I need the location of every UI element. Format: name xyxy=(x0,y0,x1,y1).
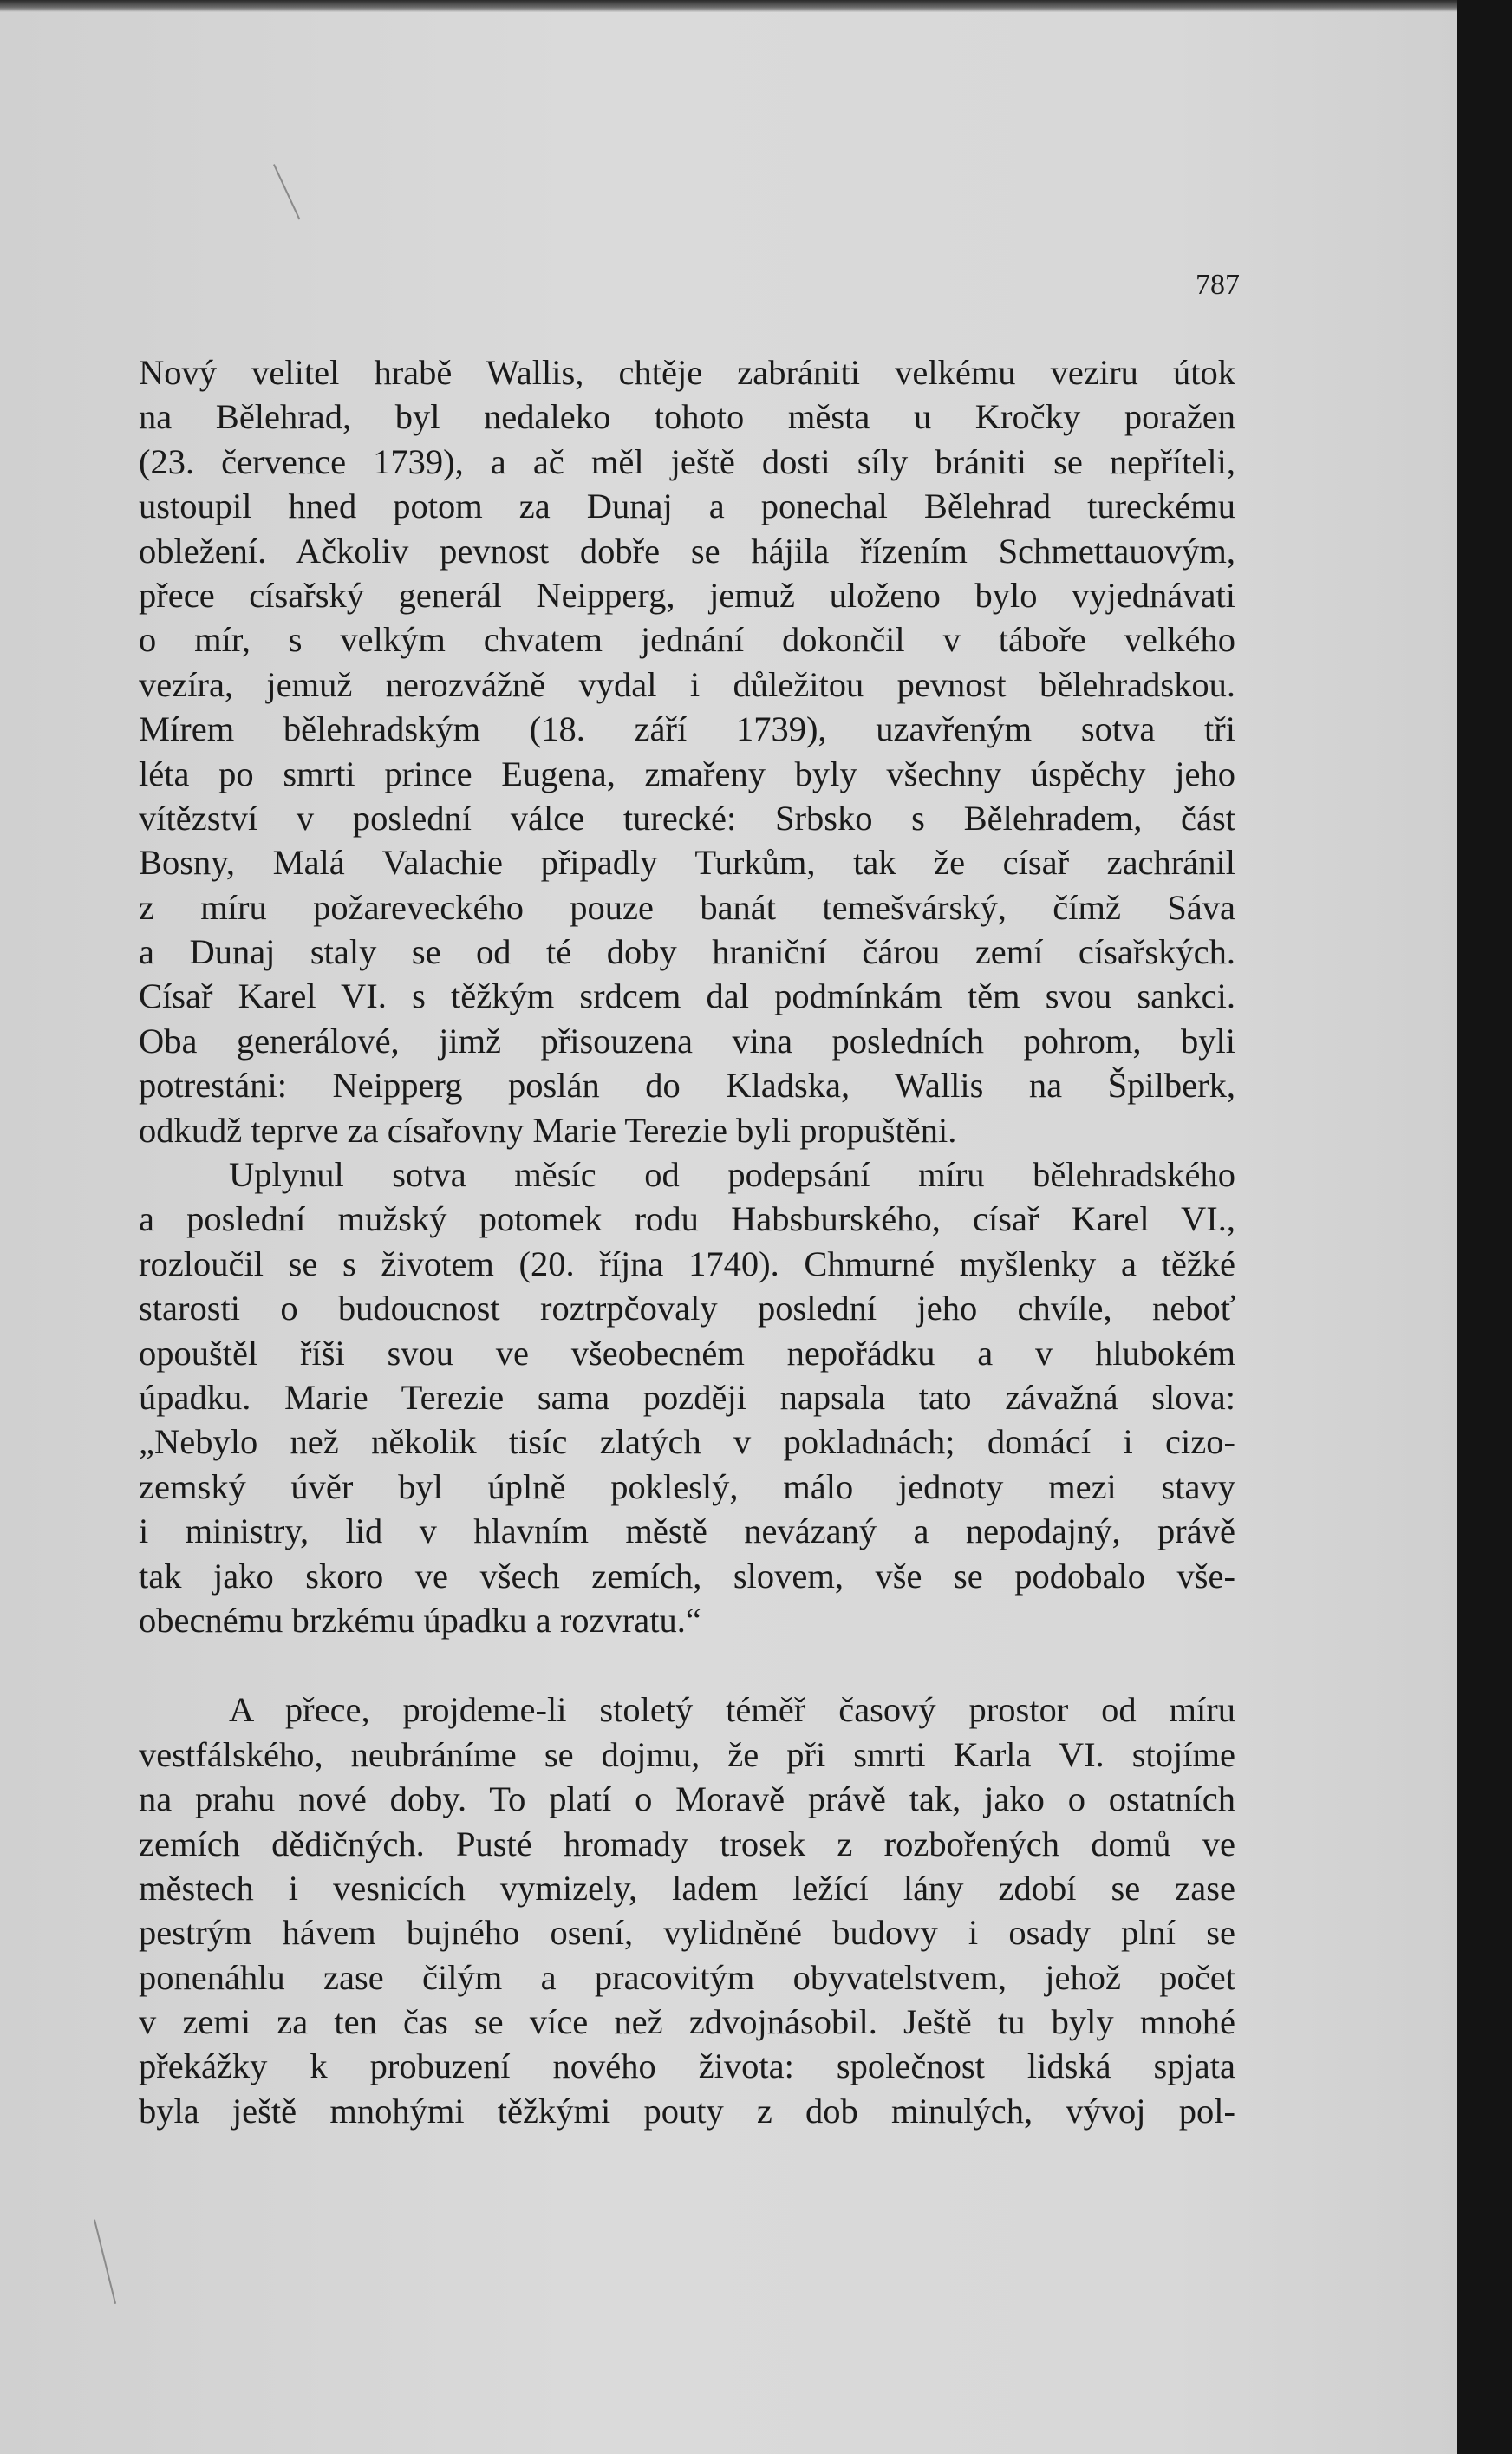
text-line: obecnému brzkému úpadku a rozvratu.“ xyxy=(139,1600,701,1640)
text-line: a Dunaj staly se od té doby hraniční čárou zemí císařských. xyxy=(139,932,1235,972)
text-line: odkudž teprve za císařovny Marie Terezie byli propuštěni. xyxy=(139,1110,957,1150)
text-line: starosti o budoucnost roztrpčovaly poslední jeho chvíle, neboť xyxy=(139,1289,1235,1328)
text-line: a poslední mužský potomek rodu Habsburského, císař Karel VI., xyxy=(139,1199,1235,1239)
text-line: zemský úvěr byl úplně pokleslý, málo jednoty mezi stavy xyxy=(139,1466,1235,1506)
text-line: překážky k probuzení nového života: společnost lidská spjata xyxy=(139,2046,1235,2086)
text-line: ustoupil hned potom za Dunaj a ponechal Bělehrad tureckému xyxy=(139,486,1235,526)
text-line: opouštěl říši svou ve všeobecném nepořádku a v hlubokém xyxy=(139,1333,1235,1373)
text-line: na prahu nové doby. To platí o Moravě právě tak, jako o ostatních xyxy=(139,1779,1235,1819)
scan-top-edge xyxy=(0,0,1457,12)
pencil-mark-top xyxy=(273,164,300,219)
text-line: (23. července 1739), a ač měl ještě dosti síly brániti se nepříteli, xyxy=(139,441,1235,481)
text-line: ponenáhlu zase čilým a pracovitým obyvatelstvem, jehož počet xyxy=(139,1957,1235,1997)
text-line: Mírem bělehradským (18. září 1739), uzavřeným sotva tři xyxy=(139,709,1235,749)
text-line: obležení. Ačkoliv pevnost dobře se hájila řízením Schmettauovým, xyxy=(139,531,1235,571)
text-line: o mír, s velkým chvatem jednání dokončil v táboře velkého xyxy=(139,620,1235,660)
text-line: tak jako skoro ve všech zemích, slovem, vše se podobalo vše- xyxy=(139,1556,1235,1596)
text-line: byla ještě mnohými těžkými pouty z dob minulých, vývoj pol- xyxy=(139,2091,1235,2131)
text-line: přece císařský generál Neipperg, jemuž uloženo bylo vyjednávati xyxy=(139,575,1235,615)
text-line: Císař Karel VI. s těžkým srdcem dal podmínkám těm svou sankci. xyxy=(139,976,1235,1016)
scan-dark-margin xyxy=(1457,0,1512,2454)
text-line: i ministry, lid v hlavním městě nevázaný a nepodajný, právě xyxy=(139,1511,1235,1551)
text-line: z míru požareveckého pouze banát temešvárský, čímž Sáva xyxy=(139,887,1235,927)
text-line: na Bělehrad, byl nedaleko tohoto města u Kročky poražen xyxy=(139,397,1235,437)
page-number: 787 xyxy=(1196,269,1240,301)
text-line: potrestáni: Neipperg poslán do Kladska, Wallis na Špilberk, xyxy=(139,1066,1235,1106)
text-line: Nový velitel hrabě Wallis, chtěje zabrániti velkému veziru útok xyxy=(139,353,1235,392)
text-line: Oba generálové, jimž přisouzena vina posledních pohrom, byli xyxy=(139,1021,1235,1061)
text-line: městech i vesnicích vymizely, ladem ležící lány zdobí se zase xyxy=(139,1868,1235,1908)
text-line: Bosny, Malá Valachie připadly Turkům, tak že císař zachránil xyxy=(139,843,1235,883)
text-line: A přece, projdeme-li stoletý téměř časový prostor od míru xyxy=(229,1690,1235,1730)
text-line: zemích dědičných. Pusté hromady trosek z rozbořených domů ve xyxy=(139,1824,1235,1863)
paragraph-gap xyxy=(139,1642,1235,1687)
text-line: v zemi za ten čas se více než zdvojnásobil. Ještě tu byly mnohé xyxy=(139,2002,1235,2042)
text-line: rozloučil se s životem (20. října 1740). Chmurné myšlenky a těžké xyxy=(139,1243,1235,1283)
body-text xyxy=(139,350,1235,2133)
text-line: vezíra, jemuž nerozvážně vydal i důležitou pevnost bělehradskou. xyxy=(139,664,1235,704)
text-line: úpadku. Marie Terezie sama později napsala tato závažná slova: xyxy=(139,1377,1235,1417)
text-line: „Nebylo než několik tisíc zlatých v pokladnách; domácí i cizo- xyxy=(139,1422,1235,1462)
text-line: vítězství v poslední válce turecké: Srbsko s Bělehradem, část xyxy=(139,798,1235,838)
text-line: Uplynul sotva měsíc od podepsání míru bělehradského xyxy=(229,1155,1235,1195)
text-line: léta po smrti prince Eugena, zmařeny byly všechny úspěchy jeho xyxy=(139,754,1235,793)
text-line: vestfálského, neubráníme se dojmu, že při smrti Karla VI. stojíme xyxy=(139,1734,1235,1774)
text-line: pestrým hávem bujného osení, vylidněné budovy i osady plní se xyxy=(139,1913,1235,1953)
pencil-mark-bottom xyxy=(94,2220,116,2305)
